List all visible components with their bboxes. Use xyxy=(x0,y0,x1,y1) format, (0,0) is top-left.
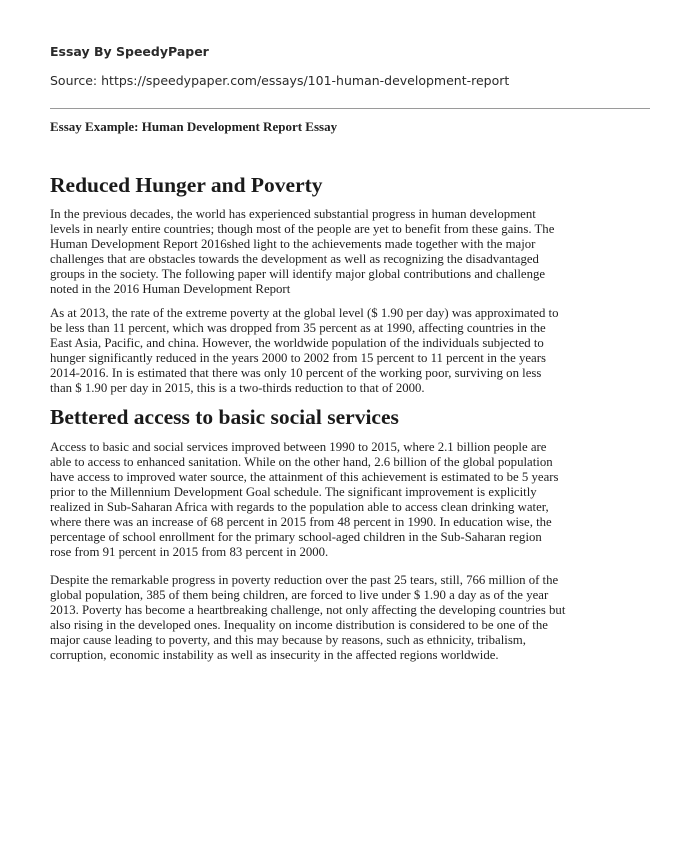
paragraph-line: Human Development Report 2016shed light to the achievements made together with the major xyxy=(50,237,536,251)
essay-example-title: Essay Example: Human Development Report Essay xyxy=(50,119,338,134)
paragraph-line: noted in the 2016 Human Development Report xyxy=(50,282,291,296)
paragraph-line: groups in the society. The following paper will identify major global contributions and challenge xyxy=(50,267,546,281)
paragraph-line: have access to improved water source, the attainment of this achievement is estimated to be 5 years xyxy=(50,470,559,484)
paragraph-line: rose from 91 percent in 2015 from 83 percent in 2000. xyxy=(50,545,329,559)
paragraph-line: East Asia, Pacific, and china. However, the worldwide population of the individuals subjected to xyxy=(50,336,544,350)
paragraph-intro xyxy=(50,207,660,297)
paragraph-line: challenges that are obstacles towards the development as well as recognizing the disadvantaged xyxy=(50,252,539,266)
paragraph-line: Despite the remarkable progress in poverty reduction over the past 25 tears, still, 766 million of the xyxy=(50,573,559,587)
paragraph-line: realized in Sub-Saharan Africa with regards to the population able to access clean drinking water, xyxy=(50,500,549,514)
paragraph-access-services xyxy=(50,440,660,560)
paragraph-line: As at 2013, the rate of the extreme poverty at the global level ($ 1.90 per day) was approximated to xyxy=(50,306,559,320)
paragraph-line: hunger significantly reduced in the years 2000 to 2002 from 15 percent to 11 percent in the years xyxy=(50,351,546,365)
paragraph-line: than $ 1.90 per day in 2015, this is a two-thirds reduction to that of 2000. xyxy=(50,381,425,395)
paragraph-line: percentage of school enrollment for the primary school-aged children in the Sub-Saharan region xyxy=(50,530,542,544)
essay-author-title: Essay By SpeedyPaper xyxy=(50,44,209,59)
section-heading-reduced-hunger: Reduced Hunger and Poverty xyxy=(50,173,323,197)
paragraph-poverty-challenge xyxy=(50,573,660,663)
essay-source-url: Source: https://speedypaper.com/essays/101-human-development-report xyxy=(50,73,510,88)
paragraph-line: major cause leading to poverty, and this may because by reasons, such as ethnicity, tribalism, xyxy=(50,633,526,647)
paragraph-extreme-poverty xyxy=(50,306,660,396)
paragraph-line: corruption, economic instability as well as insecurity in the affected regions worldwide. xyxy=(50,648,499,662)
paragraph-line: In the previous decades, the world has experienced substantial progress in human development xyxy=(50,207,536,221)
paragraph-line: where there was an increase of 68 percent in 2015 from 48 percent in 1990. In education wise, the xyxy=(50,515,552,529)
paragraph-line: also rising in the developed ones. Inequality on income distribution is considered to be one of the xyxy=(50,618,548,632)
paragraph-line: be less than 11 percent, which was dropped from 35 percent as at 1990, affecting countries in the xyxy=(50,321,546,335)
paragraph-line: 2014-2016. In is estimated that there was only 10 percent of the working poor, surviving on less xyxy=(50,366,542,380)
paragraph-line: prior to the Millennium Development Goal schedule. The significant improvement is explicitly xyxy=(50,485,537,499)
paragraph-line: 2013. Poverty has become a heartbreaking challenge, not only affecting the developing countries but xyxy=(50,603,566,617)
paragraph-line: able to access to enhanced sanitation. While on the other hand, 2.6 billion of the global population xyxy=(50,455,553,469)
section-heading-social-services: Bettered access to basic social services xyxy=(50,405,399,429)
paragraph-line: global population, 385 of them being children, are forced to live under $ 1.90 a day as of the year xyxy=(50,588,549,602)
paragraph-line: Access to basic and social services improved between 1990 to 2015, where 2.1 billion people are xyxy=(50,440,547,454)
paragraph-line: levels in nearly entire countries; though most of the people are yet to benefit from these gains. The xyxy=(50,222,555,236)
header-divider xyxy=(50,108,650,109)
